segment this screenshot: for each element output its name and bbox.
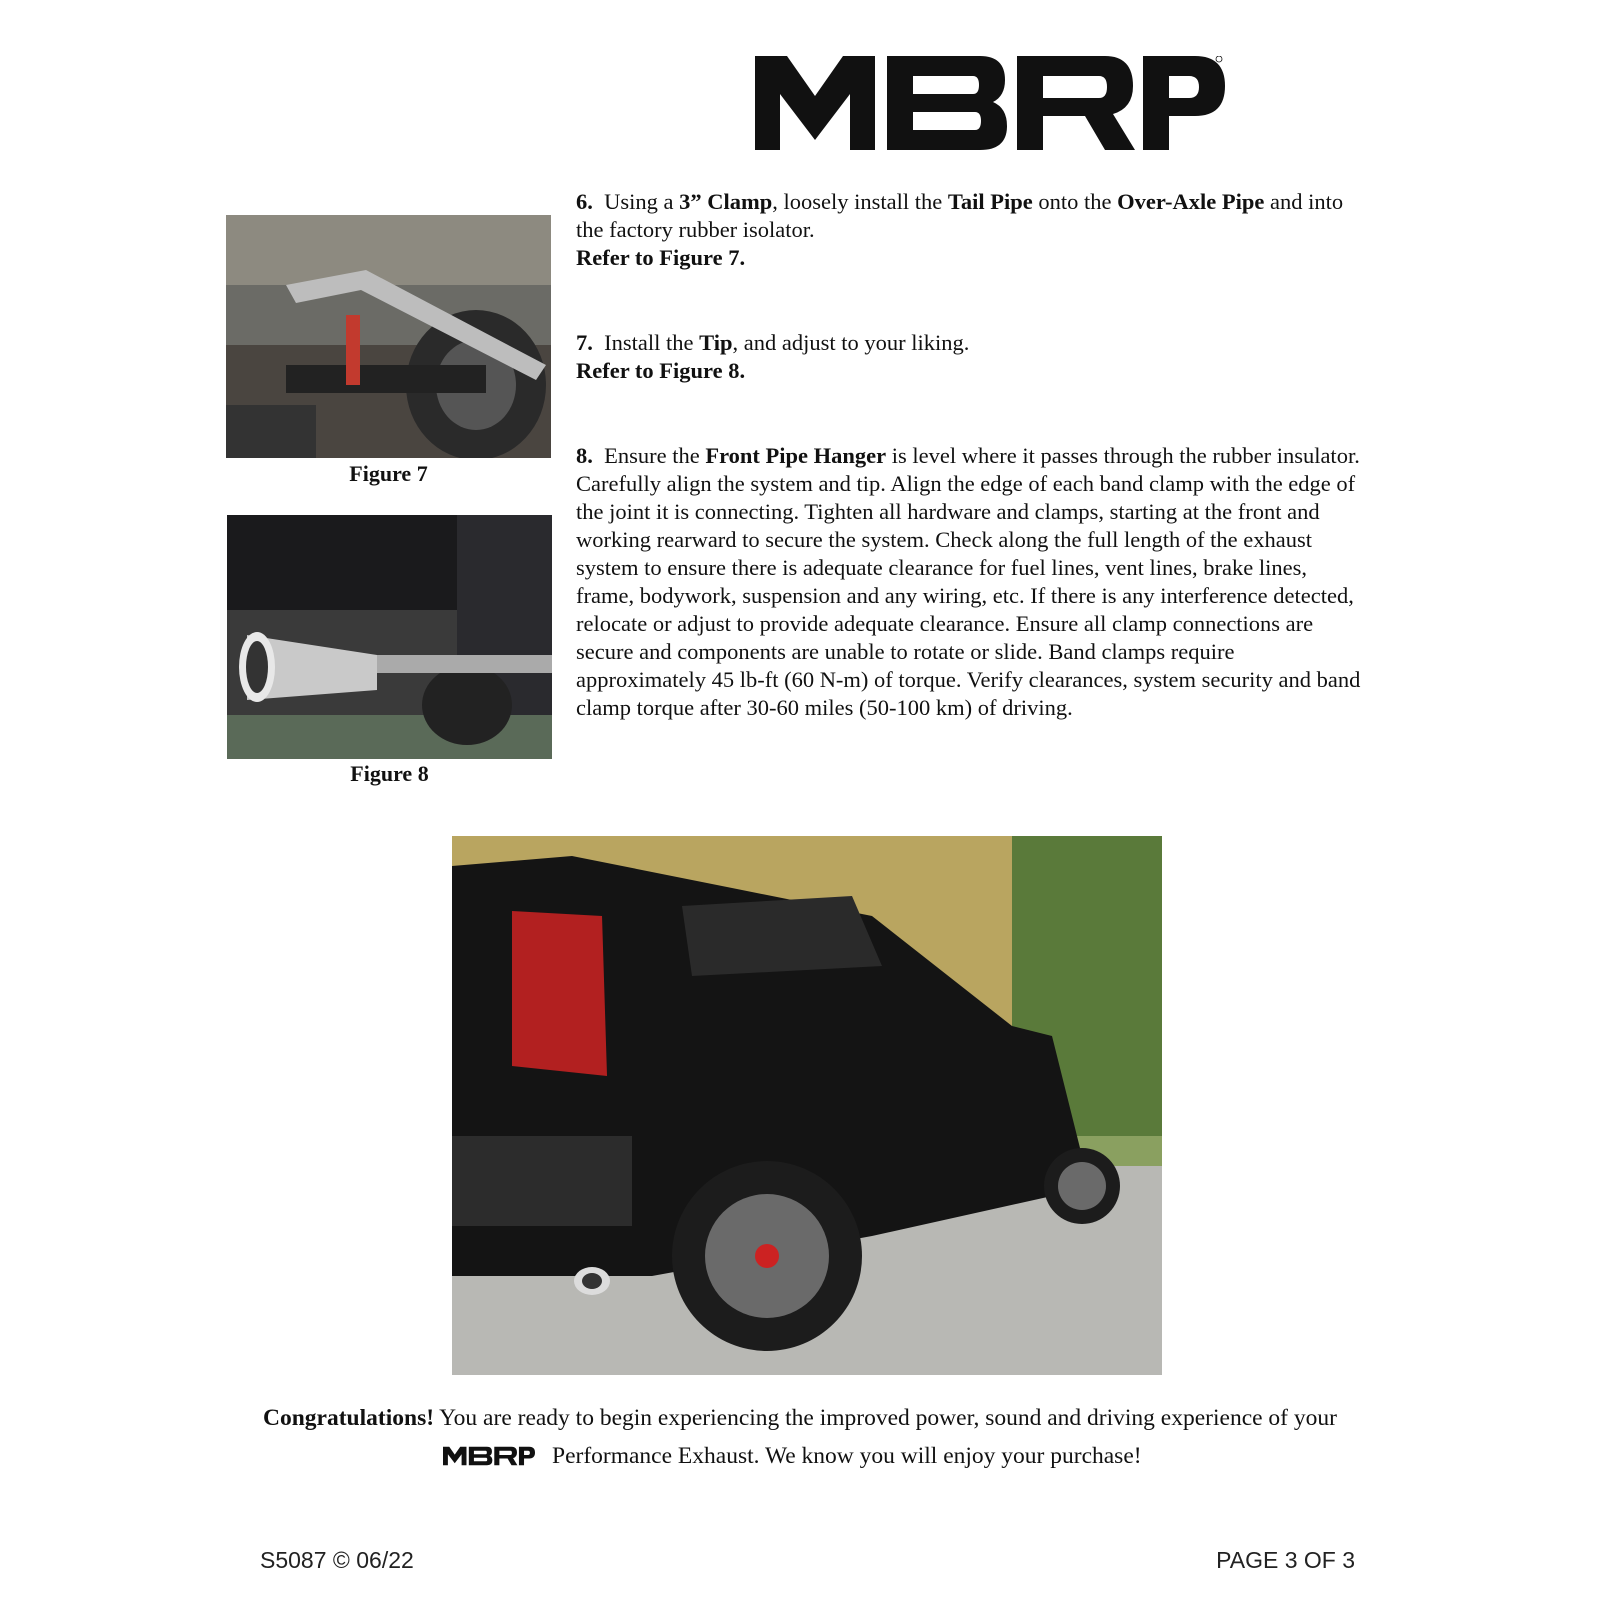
step-term: Tail Pipe (947, 189, 1033, 214)
step-number: 8. (576, 443, 593, 468)
step-text: , and adjust to your liking. (732, 330, 970, 355)
step-number: 6. (576, 189, 593, 214)
mbrp-logo-small (443, 1446, 535, 1466)
truck-photo (452, 836, 1162, 1375)
step-7 (576, 329, 1366, 385)
figure-8-caption: Figure 8 (350, 761, 429, 786)
congrats-text: You are ready to begin experiencing the improved power, sound and driving experience of your (434, 1405, 1337, 1431)
refer-figure-7: Refer to Figure 7. (576, 245, 746, 270)
step-term: 3” Clamp (679, 189, 773, 214)
page-number: PAGE 3 OF 3 (1216, 1547, 1355, 1573)
congrats-line-1 (200, 1405, 1400, 1432)
step-number: 7. (576, 330, 593, 355)
step-term: Over-Axle Pipe (1117, 189, 1265, 214)
congrats-heading: Congratulations! (263, 1405, 435, 1431)
step-text: , loosely install the (772, 189, 948, 214)
step-8 (576, 442, 1366, 722)
step-6 (576, 188, 1366, 272)
figure-7-caption: Figure 7 (349, 461, 428, 486)
refer-figure-8: Refer to Figure 8. (576, 358, 746, 383)
step-text: Install the (604, 330, 700, 355)
figure-8-image (227, 515, 552, 759)
step-term: Front Pipe Hanger (705, 443, 887, 468)
step-text: Using a (604, 189, 680, 214)
congrats-line-2: Performance Exhaust. We know you will enjoy your purchase! (552, 1443, 1142, 1469)
mbrp-logo (755, 56, 1225, 150)
figure-7-image (226, 215, 551, 458)
step-text: onto the (1032, 189, 1118, 214)
step-text: and into the factory rubber isolator. (576, 189, 1344, 242)
step-text: Ensure the (604, 443, 706, 468)
step-term: Tip (699, 330, 733, 355)
document-id: S5087 © 06/22 (260, 1547, 414, 1573)
step-text: is level where it passes through the rubber insulator. Carefully align the system and tip. Align the edge of each band clamp with the edge of the joint it is connecting. Tighten all hardware and clamps, starting at the front and working rearward to secure the system. Check along the full length of the exhaust system to ensure there is adequate clearance for fuel lines, vent lines, brake lines, frame, bodywork, suspension and any wiring, etc. If there is any interference detected, relocate or adjust to provide adequate clearance. Ensure all clamp connections are secure and components are unable to rotate or slide. Band clamps require approximately 45 lb-ft (60 N-m) of torque. Verify clearances, system security and band clamp torque after 30-60 miles (50-100 km) of driving. (576, 443, 1361, 720)
